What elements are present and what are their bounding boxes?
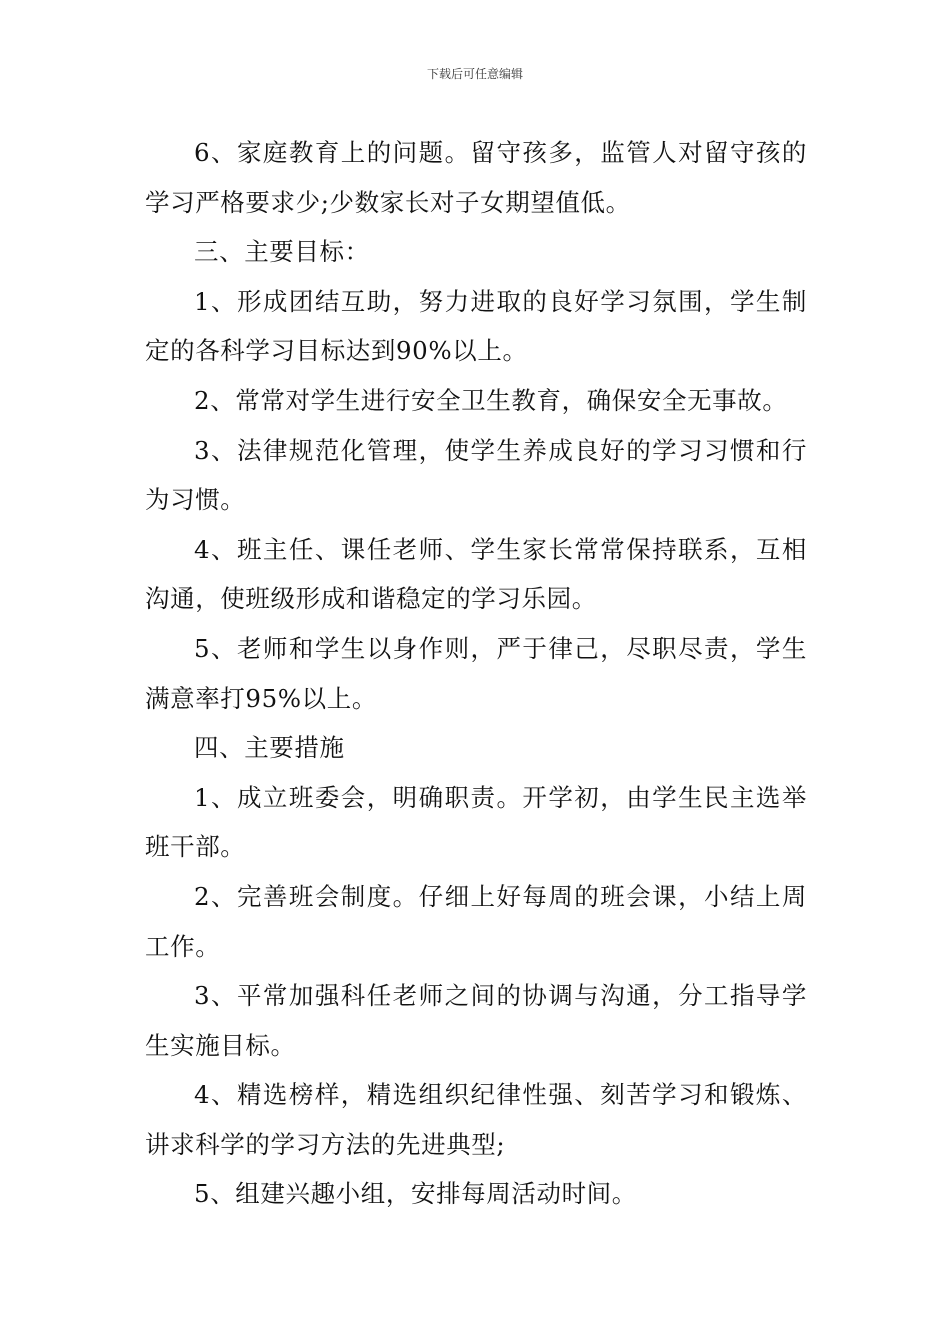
section-heading-main-measures: 四、主要措施 bbox=[194, 733, 345, 763]
paragraph-measure-2: 2、完善班会制度。仔细上好每周的班会课，小结上周工作。 bbox=[145, 881, 807, 961]
paragraph-measure-1: 1、成立班委会，明确职责。开学初，由学生民主选举班干部。 bbox=[145, 782, 807, 862]
paragraph-family-education-issue: 6、家庭教育上的问题。留守孩多，监管人对留守孩的学习严格要求少;少数家长对子女期望值低。 bbox=[145, 138, 807, 217]
section-heading-main-goals: 三、主要目标： bbox=[194, 237, 370, 267]
paragraph-goal-4: 4、班主任、课任老师、学生家长常常保持联系，互相沟通，使班级形成和谐稳定的学习乐园。 bbox=[145, 534, 807, 614]
paragraph-goal-5: 5、老师和学生以身作则，严于律己，尽职尽责，学生满意率打95%以上。 bbox=[145, 633, 807, 713]
paragraph-goal-1: 1、形成团结互助，努力进取的良好学习氛围，学生制定的各科学习目标达到90%以上。 bbox=[145, 286, 807, 366]
paragraph-measure-5: 5、组建兴趣小组，安排每周活动时间。 bbox=[194, 1179, 637, 1209]
paragraph-goal-2: 2、常常对学生进行安全卫生教育，确保安全无事故。 bbox=[194, 385, 788, 415]
paragraph-measure-4: 4、精选榜样，精选组织纪律性强、刻苦学习和锻炼、讲求科学的学习方法的先进典型; bbox=[145, 1080, 807, 1159]
paragraph-goal-3: 3、法律规范化管理，使学生养成良好的学习习惯和行为习惯。 bbox=[145, 435, 807, 515]
document-body bbox=[145, 128, 807, 1219]
paragraph-measure-3: 3、平常加强科任老师之间的协调与沟通，分工指导学生实施目标。 bbox=[145, 981, 807, 1060]
page-header: 下载后可任意编辑 bbox=[426, 67, 523, 81]
